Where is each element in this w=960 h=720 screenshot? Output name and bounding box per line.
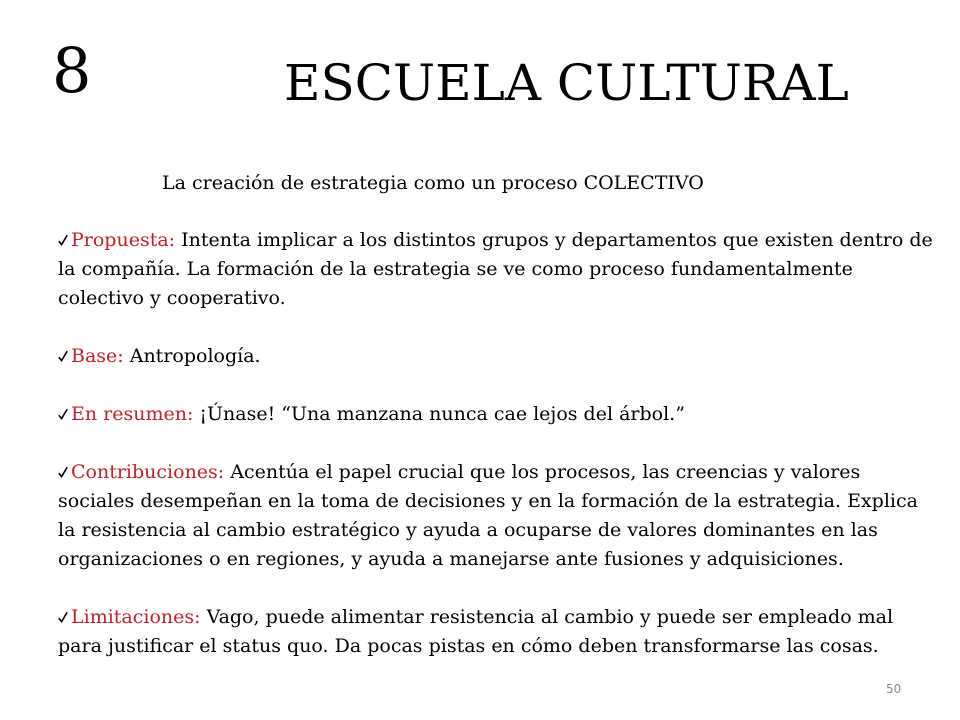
page-number: 50	[886, 682, 902, 696]
bullet-base	[58, 342, 940, 371]
slide-title: ESCUELA CULTURAL	[284, 54, 849, 112]
bullet-label: Base:	[71, 345, 124, 367]
check-icon	[58, 349, 68, 363]
bullet-limitaciones	[58, 603, 940, 661]
bullet-contribuciones	[58, 458, 940, 574]
bullet-propuesta	[58, 226, 940, 313]
bullet-label: En resumen:	[71, 403, 194, 425]
bullet-en-resumen	[58, 400, 940, 429]
bullet-list	[58, 226, 940, 661]
slide-subtitle: La creación de estrategia como un proceso COLECTIVO	[162, 172, 704, 194]
check-icon	[58, 465, 68, 479]
bullet-text: Intenta implicar a los distintos grupos y departamentos que existen dentro de la compañía. La formación de la estrategia se ve como proceso fundamentalmente colectivo y cooperativo.	[58, 229, 933, 309]
bullet-text: Antropología.	[123, 345, 261, 367]
bullet-label: Propuesta:	[71, 229, 176, 251]
bullet-label: Contribuciones:	[71, 461, 225, 483]
bullet-text: Vago, puede alimentar resistencia al cambio y puede ser empleado mal para justificar el status quo. Da pocas pistas en cómo deben transformarse las cosas.	[58, 606, 894, 657]
slide-number: 8	[52, 34, 92, 107]
check-icon	[58, 233, 68, 247]
check-icon	[58, 610, 68, 624]
bullet-text: Acentúa el papel crucial que los procesos, las creencias y valores sociales desempeñan en la toma de decisiones y en la formación de la estrategia. Explica la resistencia al cambio estratégico y ayuda a ocuparse de valores dominantes en las organizaciones o en regiones, y ayuda a manejarse ante fusiones y adquisiciones.	[58, 461, 918, 570]
check-icon	[58, 407, 68, 421]
bullet-label: Limitaciones:	[71, 606, 201, 628]
bullet-text: ¡Únase! “Una manzana nunca cae lejos del árbol.”	[193, 403, 685, 425]
